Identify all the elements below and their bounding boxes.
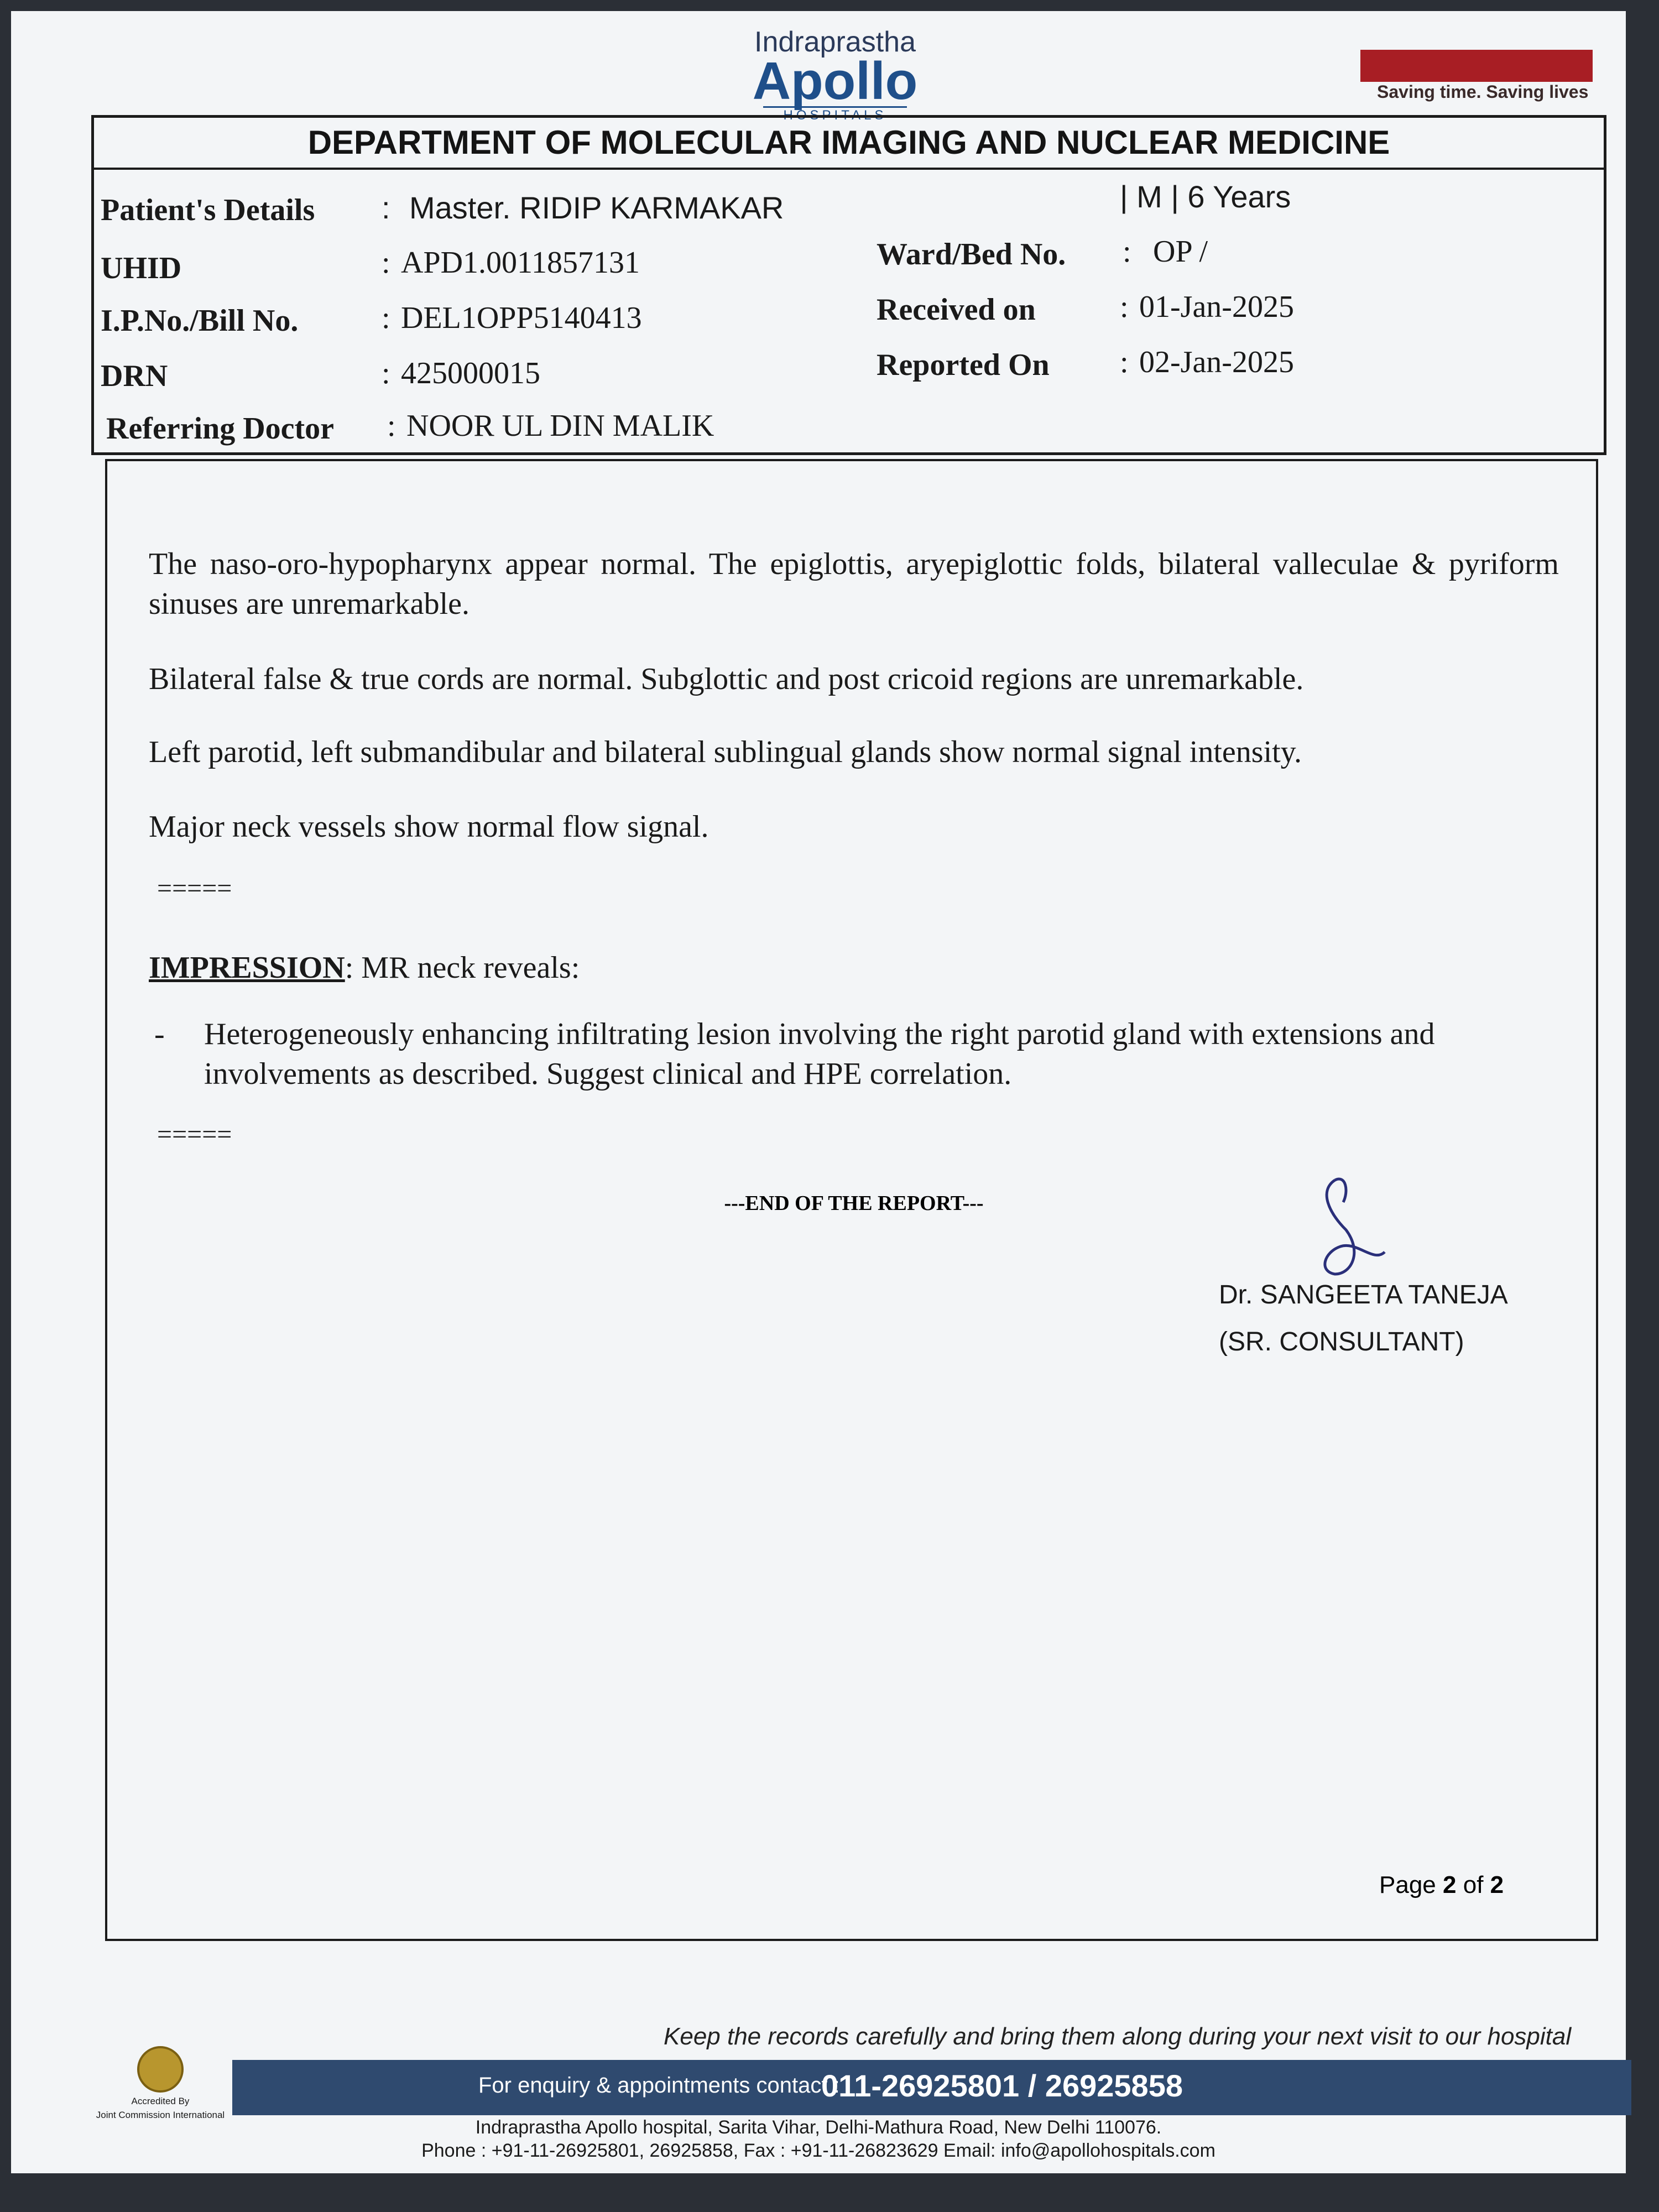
uhid-label: UHID [101, 251, 182, 285]
drn-value: 425000015 [401, 356, 540, 390]
reported-label: Reported On [877, 348, 1050, 382]
logo-brand-text: Apollo [752, 51, 918, 111]
page-mid: of [1463, 1871, 1484, 1898]
colon: : [1123, 234, 1131, 269]
end-of-report: ---END OF THE REPORT--- [724, 1192, 984, 1215]
findings-paragraph-1: The naso-oro-hypopharynx appear normal. The epiglottis, aryepiglottic folds, bilateral valleculae & pyriform sinuses are unremarkable. [149, 547, 1559, 621]
apollo-logo [730, 28, 940, 123]
impression-heading [149, 948, 1559, 988]
report-page [11, 11, 1626, 2173]
logo-sub-text: HOSPITALS [763, 106, 907, 123]
contact-bar [232, 2060, 1631, 2115]
page-number [1379, 1871, 1504, 1899]
colon: : [382, 301, 390, 335]
logo-top-text: Indraprastha [754, 26, 916, 58]
impression-label: IMPRESSION [149, 951, 345, 985]
patient-header-box [91, 115, 1606, 455]
referring-doctor-value: NOOR UL DIN MALIK [406, 409, 714, 443]
tagline-banner [1360, 50, 1593, 82]
impression-item: Heterogeneously enhancing infiltrating lesion involving the right parotid gland with extensions and involvements as described. Suggest clinical and HPE correlation. [204, 1017, 1435, 1091]
hospital-phone-line: Phone : +91-11-26925801, 26925858, Fax : +91-11-26823629 Email: info@apollohospitals.com [421, 2140, 1215, 2161]
separator-rule: ===== [157, 1120, 232, 1149]
accredited-by: Accredited By [131, 2096, 190, 2106]
impression-tail: : MR neck reveals: [345, 951, 580, 985]
accredited-org: Joint Commission International [96, 2110, 225, 2120]
report-body-box [105, 459, 1598, 1941]
received-value: 01-Jan-2025 [1139, 290, 1294, 324]
department-title: DEPARTMENT OF MOLECULAR IMAGING AND NUCLEAR MEDICINE [94, 118, 1604, 170]
page-total: 2 [1490, 1871, 1504, 1898]
findings-paragraph-2: Bilateral false & true cords are normal. Subglottic and post cricoid regions are unremarkable. [149, 662, 1304, 696]
contact-number: 011-26925801 / 26925858 [821, 2068, 1183, 2103]
separator-rule: ===== [157, 874, 232, 903]
jci-accreditation [91, 2046, 229, 2120]
drn-label: DRN [101, 359, 168, 393]
bullet-dash: - [154, 1017, 165, 1051]
findings-paragraph-4: Major neck vessels show normal flow signal. [149, 810, 709, 844]
doctor-name: Dr. SANGEETA TANEJA [1219, 1280, 1508, 1310]
reported-value: 02-Jan-2025 [1139, 345, 1294, 379]
jci-seal-icon [137, 2046, 184, 2093]
contact-label: For enquiry & appointments contact : [478, 2073, 840, 2098]
colon: : [382, 190, 390, 225]
colon: : [1120, 290, 1129, 324]
findings-paragraph-3: Left parotid, left submandibular and bilateral sublingual glands show normal signal intensity. [149, 735, 1302, 769]
ip-bill-value: DEL1OPP5140413 [401, 301, 642, 335]
colon: : [382, 246, 390, 280]
signature-mark [1296, 1169, 1407, 1291]
uhid-value: APD1.0011857131 [401, 246, 640, 280]
records-note: Keep the records carefully and bring them along during your next visit to our hospital [664, 2023, 1572, 2050]
page-current: 2 [1443, 1871, 1457, 1898]
colon: : [1120, 345, 1129, 379]
ip-bill-label: I.P.No./Bill No. [101, 304, 299, 338]
colon: : [387, 409, 396, 443]
page-prefix: Page [1379, 1871, 1436, 1898]
patient-name: Master. RIDIP KARMAKAR [409, 190, 784, 225]
ward-value: OP / [1153, 234, 1208, 269]
received-label: Received on [877, 293, 1036, 327]
patient-details-label: Patient's Details [101, 193, 315, 227]
gender-age: | M | 6 Years [1120, 179, 1291, 214]
ward-label: Ward/Bed No. [877, 237, 1066, 272]
tagline-text: Saving time. Saving lives [1377, 82, 1589, 102]
doctor-designation: (SR. CONSULTANT) [1219, 1327, 1464, 1357]
referring-doctor-label: Referring Doctor [106, 411, 335, 446]
hospital-address: Indraprastha Apollo hospital, Sarita Vihar, Delhi-Mathura Road, New Delhi 110076. [475, 2117, 1162, 2138]
colon: : [382, 356, 390, 390]
